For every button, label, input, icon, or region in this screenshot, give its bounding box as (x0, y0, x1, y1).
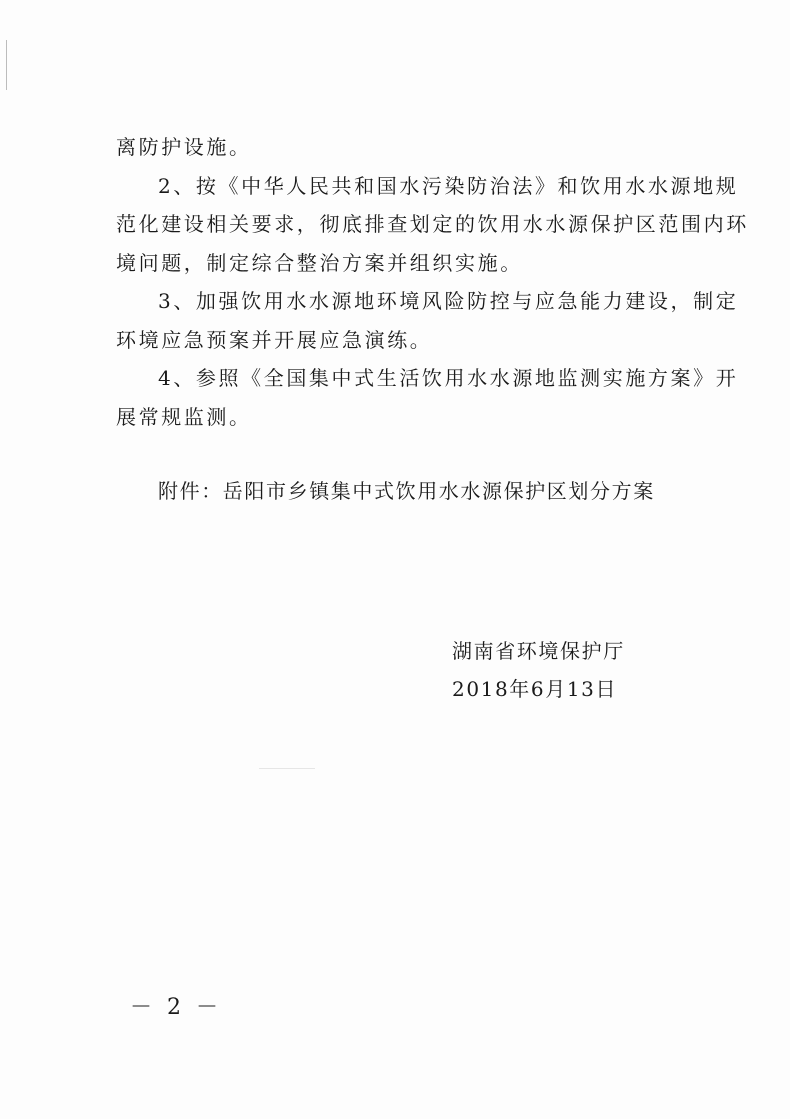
page-number: － 2 － (130, 995, 222, 1020)
paragraph-4-line-1: 4、参照《全国集中式生活饮用水水源地监测实施方案》开 (158, 366, 739, 390)
body-text (116, 128, 749, 436)
signature-block (452, 632, 625, 708)
paragraph-3-line-2: 环境应急预案并开展应急演练。 (116, 327, 433, 352)
faint-divider (259, 768, 315, 769)
paragraph-1-line-1: 离防护设施。 (116, 135, 252, 159)
issue-date: 2018年6月13日 (452, 677, 618, 701)
paragraph-2-line-3: 境问题，制定综合整治方案并组织实施。 (116, 250, 523, 275)
paragraph-4-line-2: 展常规监测。 (116, 404, 252, 429)
paragraph-2-line-1: 2、按《中华人民共和国水污染防治法》和饮用水水源地规 (158, 173, 739, 198)
scan-edge-mark (6, 40, 7, 90)
paragraph-2-line-2: 范化建设相关要求，彻底排查划定的饮用水水源保护区范围内环 (116, 212, 749, 236)
paragraph-3-line-1: 3、加强饮用水水源地环境风险防控与应急能力建设，制定 (158, 289, 739, 313)
issuing-organization: 湖南省环境保护厅 (452, 639, 625, 663)
attachment-note: 附件：岳阳市乡镇集中式饮用水水源保护区划分方案 (158, 479, 655, 503)
